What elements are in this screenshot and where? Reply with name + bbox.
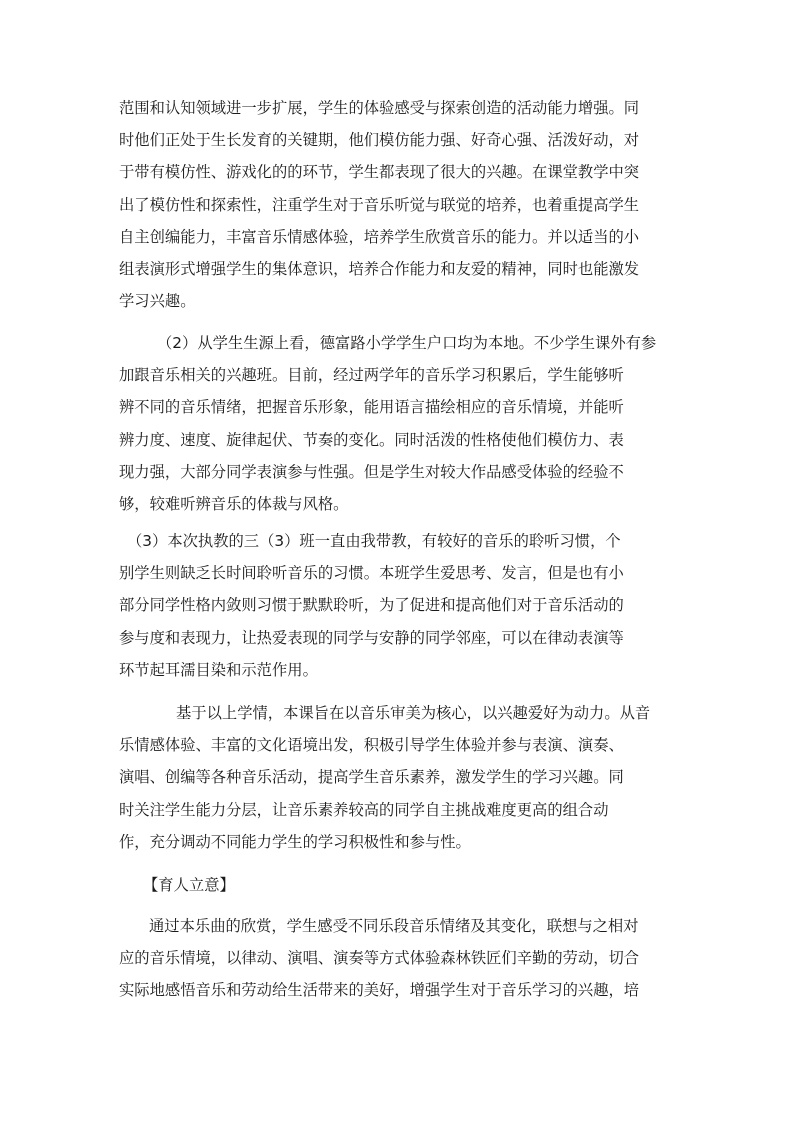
text-line: 够，较难听辨音乐的体裁与风格。 bbox=[119, 495, 349, 514]
text-line: （3）本次执教的三（3）班一直由我带教，有较好的音乐的聆听习惯，个 bbox=[127, 532, 621, 550]
paragraph-education-intent bbox=[119, 910, 679, 1007]
paragraph-class-habits bbox=[119, 525, 679, 686]
text-line: 时关注学生能力分层，让音乐素养较高的同学自主挑战难度更高的组合动 bbox=[119, 800, 609, 819]
text-line: 组表演形式增强学生的集体意识，培养合作能力和友爱的精神，同时也能激发 bbox=[119, 260, 640, 279]
paragraph-student-source bbox=[119, 327, 679, 520]
text-line: （2）从学生生源上看，德富路小学学生户口均为本地。不少学生课外有参 bbox=[157, 334, 657, 352]
paragraph-student-abilities bbox=[119, 92, 679, 317]
text-line: 时他们正处于生长发育的关键期，他们模仿能力强、好奇心强、活泼好动，对 bbox=[119, 131, 640, 150]
text-line: 演唱、创编等各种音乐活动，提高学生音乐素养，激发学生的学习兴趣。同 bbox=[119, 768, 624, 787]
heading-text: 【育人立意】 bbox=[143, 876, 235, 894]
text-line: 基于以上学情，本课旨在以音乐审美为核心，以兴趣爱好为动力。从音 bbox=[176, 704, 651, 722]
text-line: 现力强，大部分同学表演参与性强。但是学生对较大作品感受体验的经验不 bbox=[119, 462, 624, 481]
text-line: 别学生则缺乏长时间聆听音乐的习惯。本班学生爱思考、发言，但是也有小 bbox=[119, 564, 624, 583]
text-line: 作，充分调动不同能力学生的学习积极性和参与性。 bbox=[119, 832, 471, 851]
text-line: 实际地感悟音乐和劳动给生活带来的美好，增强学生对于音乐学习的兴趣，培 bbox=[119, 981, 640, 1000]
text-line: 参与度和表现力，让热爱表现的同学与安静的同学邻座，可以在律动表演等 bbox=[119, 628, 624, 647]
text-line: 环节起耳濡目染和示范作用。 bbox=[119, 660, 318, 679]
paragraph-lesson-goals bbox=[119, 697, 679, 858]
text-line: 辨不同的音乐情绪，把握音乐形象，能用语言描绘相应的音乐情境，并能听 bbox=[119, 398, 624, 417]
section-heading-education-intent bbox=[119, 869, 679, 901]
text-line: 应的音乐情境，以律动、演唱、演奏等方式体验森林铁匠们辛勤的劳动，切合 bbox=[119, 949, 640, 968]
text-line: 加跟音乐相关的兴趣班。目前，经过两学年的音乐学习积累后，学生能够听 bbox=[119, 366, 624, 385]
text-line: 部分同学性格内敛则习惯于默默聆听，为了促进和提高他们对于音乐活动的 bbox=[119, 596, 624, 615]
text-line: 出了模仿性和探索性，注重学生对于音乐听觉与联觉的培养，也着重提高学生 bbox=[119, 195, 640, 214]
text-line: 于带有模仿性、游戏化的的环节，学生都表现了很大的兴趣。在课堂教学中突 bbox=[119, 163, 640, 182]
text-line: 通过本乐曲的欣赏，学生感受不同乐段音乐情绪及其变化，联想与之相对 bbox=[149, 917, 639, 935]
text-line: 学习兴趣。 bbox=[119, 292, 196, 311]
text-line: 范围和认知领域进一步扩展，学生的体验感受与探索创造的活动能力增强。同 bbox=[119, 99, 640, 117]
text-line: 辨力度、速度、旋律起伏、节奏的变化。同时活泼的性格使他们模仿力、表 bbox=[119, 430, 624, 449]
text-line: 乐情感体验、丰富的文化语境出发，积极引导学生体验并参与表演、演奏、 bbox=[119, 736, 624, 755]
text-line: 自主创编能力，丰富音乐情感体验，培养学生欣赏音乐的能力。并以适当的小 bbox=[119, 227, 640, 246]
